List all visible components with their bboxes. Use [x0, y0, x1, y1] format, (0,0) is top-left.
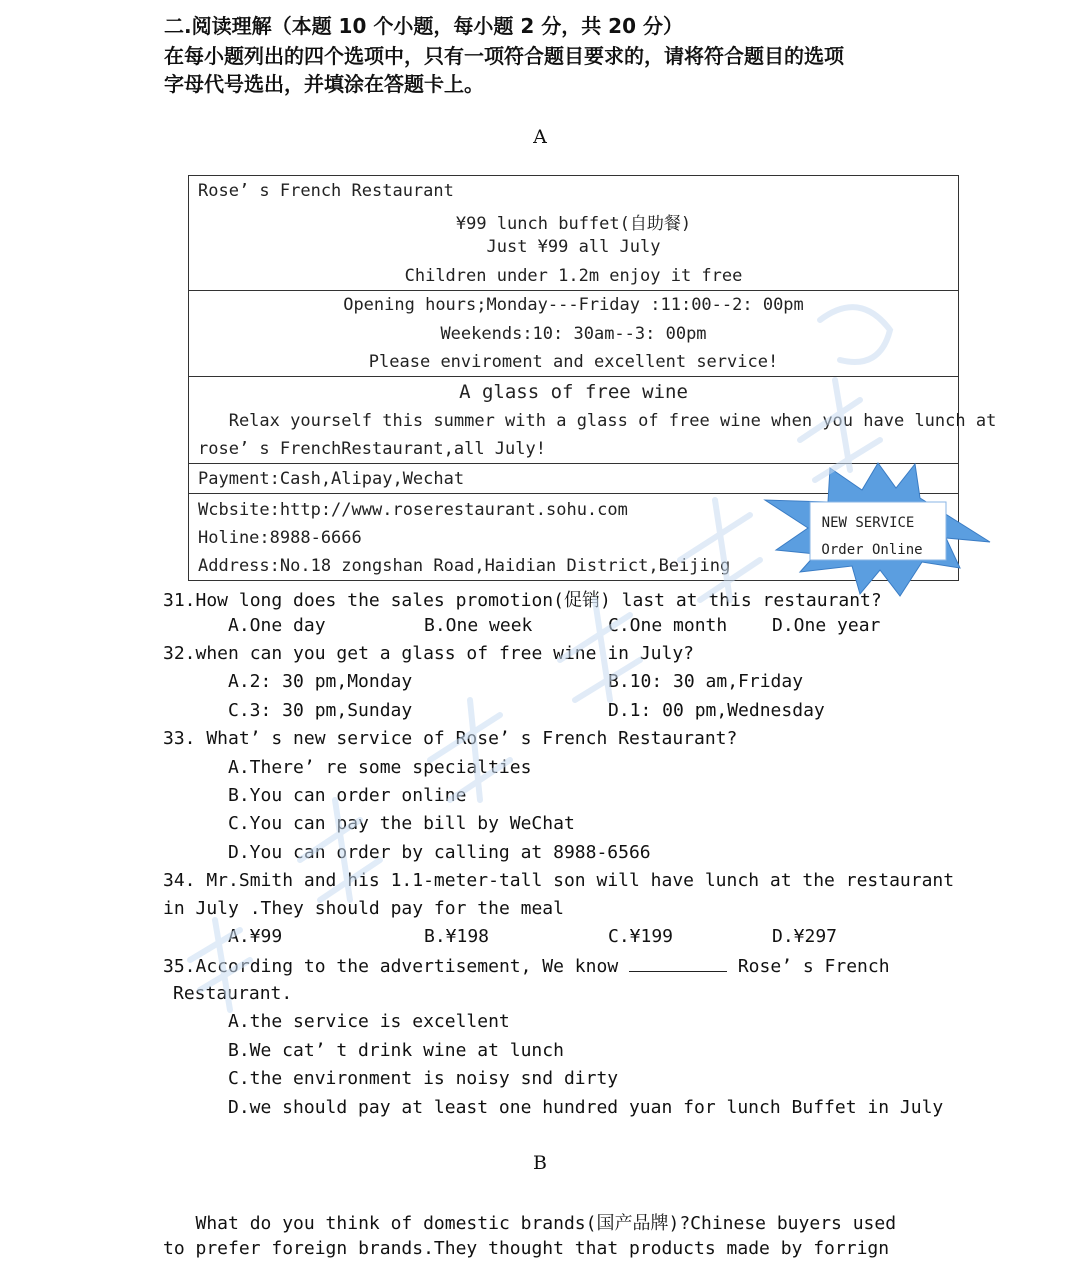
q33-option-d: D.You can order by calling at 8988-6566 [228, 842, 651, 863]
badge-line-2: Order Online [821, 542, 923, 558]
question-34-stem-line-2: in July .They should pay for the meal [163, 898, 564, 919]
q31-option-a: A.One day [228, 615, 326, 636]
ad-wine-text-2: rose’ s FrenchRestaurant,all July! [198, 439, 546, 459]
q35-option-c: C.the environment is noisy snd dirty [228, 1068, 619, 1089]
ad-divider [189, 376, 958, 377]
ad-weekday-hours: Opening hours;Monday---Friday :11:00--2: 00pm [343, 295, 804, 315]
question-35-stem-line-1 [163, 955, 890, 977]
ad-wine-text-1: Relax yourself this summer with a glass of free wine when you have lunch at [198, 411, 997, 431]
question-34-stem-line-1: 34. Mr.Smith and his 1.1-meter-tall son will have lunch at the restaurant [163, 870, 955, 891]
question-35-stem-line-2: Restaurant. [173, 983, 293, 1004]
q33-option-b: B.You can order online [228, 785, 467, 806]
q34-option-a: A.¥99 [228, 926, 283, 947]
q34-option-c: C.¥199 [608, 926, 674, 947]
question-31-stem: 31.How long does the sales promotion(促销) last at this restaurant? [163, 590, 882, 611]
passage-a-label: A [533, 126, 547, 148]
section-instruction-line-1: 在每小题列出的四个选项中，只有一项符合题目要求的，请将符合题目的选项 [164, 44, 844, 68]
ad-weekend-hours: Weekends:10: 30am--3: 00pm [440, 324, 707, 344]
passage-b-line-1: What do you think of domestic brands(国产品牌)?Chinese buyers used [163, 1213, 897, 1234]
badge-line-1: NEW SERVICE [821, 515, 915, 531]
ad-children-free: Children under 1.2m enjoy it free [404, 266, 743, 286]
passage-b-label: B [533, 1152, 547, 1174]
q32-option-c: C.3: 30 pm,Sunday [228, 700, 413, 721]
q31-option-d: D.One year [772, 615, 881, 636]
section-heading: 二.阅读理解（本题 10 个小题，每小题 2 分，共 20 分） [164, 14, 683, 38]
q32-option-b: B.10: 30 am,Friday [608, 671, 804, 692]
q34-option-b: B.¥198 [424, 926, 490, 947]
q34-option-d: D.¥297 [772, 926, 838, 947]
q35-option-b: B.We cat’ t drink wine at lunch [228, 1040, 564, 1061]
ad-address: Address:No.18 zongshan Road,Haidian District,Beijing [198, 556, 731, 576]
question-32-stem: 32.when can you get a glass of free wine in July? [163, 643, 695, 664]
ad-service-promise: Please enviroment and excellent service! [368, 352, 779, 372]
ad-price: Just ¥99 all July [486, 237, 661, 257]
passage-b-line-2: to prefer foreign brands.They thought that products made by forrign [163, 1238, 890, 1259]
q32-option-d: D.1: 00 pm,Wednesday [608, 700, 825, 721]
q35-answer-blank [629, 955, 727, 972]
ad-payment: Payment:Cash,Alipay,Wechat [198, 469, 465, 489]
q35-stem-part-1: 35.According to the advertisement, We know [163, 956, 619, 977]
q31-option-b: B.One week [424, 615, 533, 636]
ad-restaurant-name: Rose’ s French Restaurant [198, 181, 454, 201]
q33-option-a: A.There’ re some specialties [228, 757, 532, 778]
ad-buffet: ¥99 lunch buffet(自助餐) [455, 214, 692, 234]
ad-wine-title: A glass of free wine [459, 381, 688, 403]
section-instruction-line-2: 字母代号选出，并填涂在答题卡上。 [164, 72, 484, 96]
q35-stem-part-2: Rose’ s French [737, 956, 890, 977]
ad-website: Wcbsite:http://www.roserestaurant.sohu.com [198, 500, 628, 520]
q31-option-c: C.One month [608, 615, 728, 636]
ad-hotline: Holine:8988-6666 [198, 528, 362, 548]
q32-option-a: A.2: 30 pm,Monday [228, 671, 413, 692]
ad-divider [189, 290, 958, 291]
new-service-star-badge [760, 460, 992, 600]
q33-option-c: C.You can pay the bill by WeChat [228, 813, 575, 834]
q35-option-a: A.the service is excellent [228, 1011, 510, 1032]
q35-option-d: D.we should pay at least one hundred yuan for lunch Buffet in July [228, 1097, 944, 1118]
question-33-stem: 33. What’ s new service of Rose’ s French Restaurant? [163, 728, 738, 749]
